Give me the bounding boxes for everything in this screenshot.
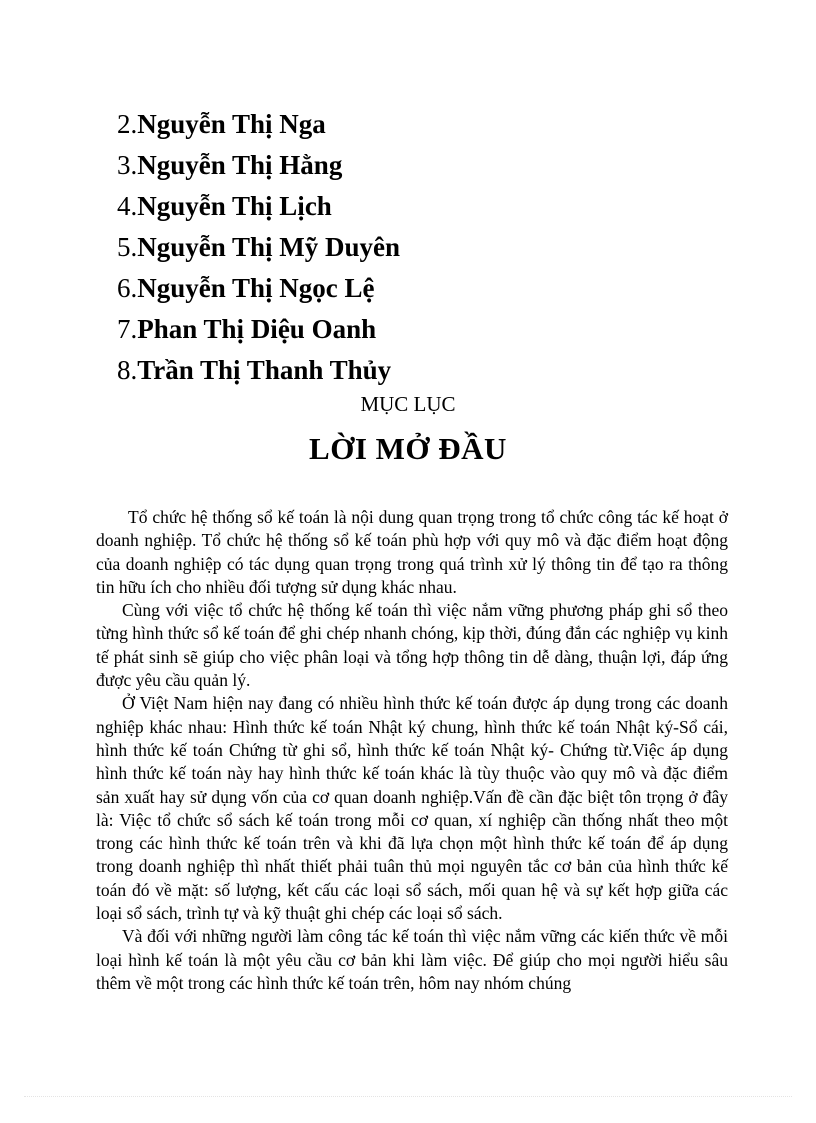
member-item [117, 145, 400, 186]
section-heading: LỜI MỞ ĐẦU [309, 431, 507, 466]
member-name: Nguyễn Thị Nga [137, 109, 326, 139]
member-name: Nguyễn Thị Ngọc Lệ [137, 273, 375, 303]
paragraph: Ở Việt Nam hiện nay đang có nhiều hình thức kế toán được áp dụng trong các doanh nghiệp khác nhau: Hình thức kế toán Nhật ký chung, hình thức kế toán Nhật ký-Sổ cái, hình thức kế toán Chứng từ ghi sổ, hình thức kế toán Nhật ký- Chứng từ.Việc áp dụng hình thức kế toán này hay hình thức kế toán khác là tùy thuộc vào quy mô và đặc điểm sản xuất hay sử dụng vốn của cơ quan doanh nghiệp.Vấn đề cần đặc biệt tôn trọng ở đây là: Việc tổ chức sổ sách kế toán trong mỗi cơ quan, xí nghiệp cần thống nhất theo một trong các hình thức kế toán trên và khi đã lựa chọn một hình thức kế toán để áp dụng trong doanh nghiệp thì nhất thiết phải tuân thủ mọi nguyên tắc cơ bản của hình thức kế toán đó về mặt: số lượng, kết cấu các loại sổ sách, mối quan hệ và sự kết hợp giữa các loại sổ sách, trình tự và kỹ thuật ghi chép các loại sổ sách. [96, 693, 728, 924]
member-name: Trần Thị Thanh Thủy [137, 355, 392, 385]
member-number: 8. [117, 355, 138, 385]
member-number: 5. [117, 232, 138, 262]
member-number: 7. [117, 314, 138, 344]
member-list [117, 104, 400, 391]
table-of-contents-label: MỤC LỤC [360, 392, 456, 416]
body-text [96, 506, 728, 995]
page-footer-divider [24, 1096, 792, 1097]
member-name: Nguyễn Thị Hằng [137, 150, 343, 180]
paragraph: Và đối với những người làm công tác kế toán thì việc nắm vững các kiến thức về mỗi loại hình kế toán là một yêu cầu cơ bản khi làm việc. Để giúp cho mọi người hiểu sâu thêm về một trong các hình thức kế toán trên, hôm nay nhóm chúng [96, 926, 728, 993]
paragraph: Cùng với việc tổ chức hệ thống kế toán thì việc nắm vững phương pháp ghi sổ theo từng hình thức sổ kế toán để ghi chép nhanh chóng, kịp thời, đúng đắn các nghiệp vụ kinh tế phát sinh sẽ giúp cho việc phân loại và tổng hợp thông tin dễ dàng, thuận lợi, đáp ứng được yêu cầu quản lý. [96, 600, 728, 691]
member-item [117, 268, 400, 309]
paragraph: Tổ chức hệ thống sổ kế toán là nội dung quan trọng trong tổ chức công tác kế hoạt ở doanh nghiệp. Tổ chức hệ thống sổ kế toán phù hợp với quy mô và đặc điểm hoạt động của doanh nghiệp có tác dụng quan trọng trong quá trình xử lý thông tin để tạo ra thông tin hữu ích cho nhiều đối tượng sử dụng khác nhau. [96, 507, 728, 597]
member-item [117, 104, 400, 145]
member-item [117, 350, 400, 391]
member-number: 2. [117, 109, 138, 139]
member-number: 4. [117, 191, 138, 221]
member-item [117, 186, 400, 227]
member-name: Nguyễn Thị Lịch [137, 191, 332, 221]
member-item [117, 309, 400, 350]
member-name: Phan Thị Diệu Oanh [137, 314, 377, 344]
member-item [117, 227, 400, 268]
member-number: 3. [117, 150, 138, 180]
member-name: Nguyễn Thị Mỹ Duyên [137, 232, 401, 262]
member-number: 6. [117, 273, 138, 303]
